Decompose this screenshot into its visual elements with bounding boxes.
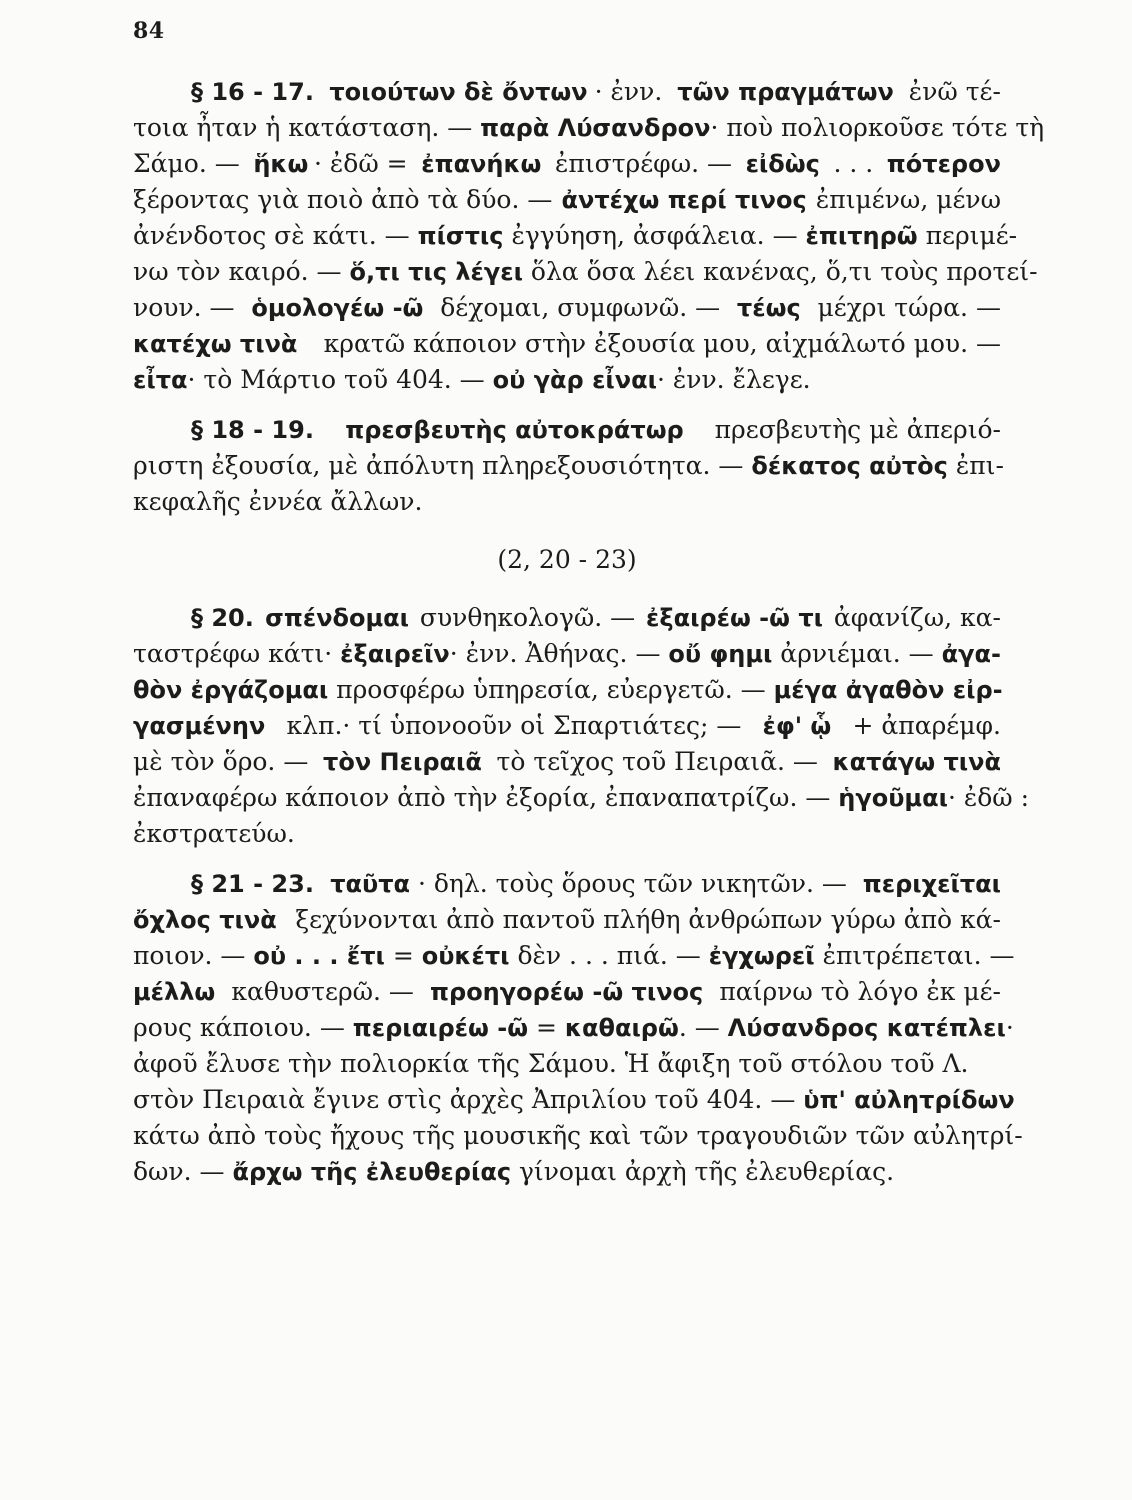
gloss-text: ἐπιτρέπεται. — <box>814 941 1015 970</box>
gloss-text: στὸν Πειραιὰ ἔγινε στὶς ἀρχὲς Ἀπριλίου τοῦ 404. — <box>133 1085 804 1114</box>
text-line <box>191 74 1001 110</box>
gloss-text: κλπ.· τί ὑπονοοῦν οἱ Σπαρτιάτες; — <box>278 711 750 740</box>
lemma-term: σπένδομαι <box>265 604 410 632</box>
lemma-term: ἐφ' ᾧ <box>762 712 832 740</box>
lemma-term: προηγορέω -ῶ τινος <box>430 978 704 1006</box>
gloss-text: ἀφανίζω, κα- <box>825 603 1001 632</box>
text-line <box>133 448 1004 484</box>
gloss-text: δέχομαι, συμφωνῶ. — <box>432 293 729 322</box>
lemma-term: ἀγα- <box>941 640 1001 668</box>
gloss-text: συνθηκολογῶ. — <box>411 603 644 632</box>
lemma-term: εἶτα <box>133 366 188 394</box>
lemma-term: ἐξαιρέω -ῶ τι <box>646 604 824 632</box>
gloss-text: · τὸ Μάρτιο τοῦ 404. — <box>187 365 493 394</box>
gloss-text: Σάμο. — <box>133 149 248 178</box>
text-line <box>133 326 1001 362</box>
gloss-text: νω τὸν καιρό. — <box>133 257 350 286</box>
lemma-term: οὐ γὰρ εἶναι <box>492 366 657 394</box>
gloss-text: καθυστερῶ. — <box>223 977 422 1006</box>
lemma-term: § 20. <box>191 604 263 632</box>
gloss-text: γίνομαι ἀρχὴ τῆς ἐλευθερίας. <box>511 1157 895 1186</box>
text-line <box>133 902 1001 938</box>
gloss-text: · δηλ. τοὺς ὅρους τῶν νικητῶν. — <box>417 869 855 898</box>
text-line <box>133 1118 1023 1154</box>
text-line <box>191 866 1001 902</box>
lemma-term: παρὰ Λύσανδρον <box>480 114 711 142</box>
lemma-term: περιχεῖται <box>862 870 1001 898</box>
text-line <box>133 1010 1014 1046</box>
text-line <box>191 600 1001 636</box>
lemma-term: κατέχω τινὰ <box>133 330 298 358</box>
section-heading: (2, 20 - 23) <box>497 545 637 574</box>
lemma-term: § 16 - 17. <box>191 78 323 106</box>
gloss-text: · ποὺ πολιορκοῦσε τότε τὴ <box>710 113 1045 142</box>
lemma-term: ἡγοῦμαι <box>838 784 948 812</box>
lemma-term: ὑπ' αὐλητρίδων <box>803 1086 1015 1114</box>
lemma-term: μέλλω <box>133 978 216 1006</box>
gloss-text: ἐνῶ τέ- <box>900 77 1001 106</box>
lemma-term: ὅ,τι τις λέγει <box>349 258 523 286</box>
gloss-text: ξεχύνονται ἀπὸ παντοῦ πλήθη ἀνθρώπων γύρω ἀπὸ κά- <box>287 905 1001 934</box>
text-line <box>133 182 1001 218</box>
gloss-text: ἐπιμένω, μένω <box>807 185 1001 214</box>
gloss-text: · ἐνν. <box>594 77 671 106</box>
lemma-term: § 18 - 19. <box>191 416 323 444</box>
gloss-text: ἀρνιέμαι. — <box>772 639 942 668</box>
gloss-text: μὲ τὸν ὅρο. — <box>133 747 317 776</box>
text-line <box>133 938 1015 974</box>
gloss-text: ξέροντας γιὰ ποιὸ ἀπὸ τὰ δύο. — <box>133 185 561 214</box>
gloss-text: ἐπιστρέφω. — <box>547 149 740 178</box>
gloss-text: παίρνω τὸ λόγο ἐκ μέ- <box>711 977 1001 1006</box>
text-line <box>133 254 1038 290</box>
lemma-term: ἐπιτηρῶ <box>805 222 918 250</box>
text-line <box>133 362 811 398</box>
text-line <box>133 974 1001 1010</box>
gloss-text: τὸ τεῖχος τοῦ Πειραιᾶ. — <box>488 747 826 776</box>
gloss-text: · <box>1005 1013 1014 1042</box>
gloss-text: μέχρι τώρα. — <box>809 293 1001 322</box>
gloss-text: . . . <box>825 149 882 178</box>
lemma-term: οὐκέτι <box>421 942 510 970</box>
lemma-term: μέγα ἀγαθὸν εἰρ- <box>773 676 1003 704</box>
lemma-term: τέως <box>736 294 801 322</box>
lemma-term: ἀντέχω περί τινος <box>561 186 807 214</box>
gloss-text: δὲν . . . πιά. — <box>509 941 709 970</box>
gloss-text: ταστρέφω κάτι· <box>133 639 341 668</box>
text-line <box>133 1082 1015 1118</box>
text-line <box>133 708 1001 744</box>
gloss-text: ρους κάποιου. — <box>133 1013 353 1042</box>
lemma-term: πρεσβευτὴς αὐτοκράτωρ <box>345 416 684 444</box>
gloss-text: τοια ἦταν ἡ κατάσταση. — <box>133 113 481 142</box>
gloss-text: ἐκστρατεύω. <box>133 819 295 848</box>
lemma-term: γασμένην <box>133 712 266 740</box>
text-line <box>133 146 1001 182</box>
gloss-text: κάτω ἀπὸ τοὺς ἤχους τῆς μουσικῆς καὶ τῶν τραγουδιῶν τῶν αὐλητρί- <box>133 1121 1023 1150</box>
gloss-text: πρεσβευτὴς μὲ ἀπεριό- <box>706 415 1001 444</box>
text-line <box>133 1154 894 1190</box>
gloss-text: νουν. — <box>133 293 243 322</box>
page-number: 84 <box>133 18 165 44</box>
gloss-text: περιμέ- <box>917 221 1018 250</box>
lemma-term: τῶν πραγμάτων <box>677 78 894 106</box>
gloss-text: ἐπι- <box>947 451 1004 480</box>
lemma-term: ἐξαιρεῖν <box>340 640 450 668</box>
text-line <box>133 780 1030 816</box>
gloss-text: ἀνένδοτος σὲ κάτι. — <box>133 221 418 250</box>
lemma-term: τὸν Πειραιᾶ <box>323 748 482 776</box>
gloss-text: · ἐδῶ = <box>313 149 416 178</box>
gloss-text: · ἐδῶ : <box>947 783 1030 812</box>
gloss-text: ἐπαναφέρω κάποιον ἀπὸ τὴν ἐξορία, ἐπαναπατρίζω. — <box>133 783 839 812</box>
text-line <box>133 816 295 852</box>
gloss-text: ποιον. — <box>133 941 254 970</box>
lemma-term: θὸν ἐργάζομαι <box>133 676 329 704</box>
lemma-term: καθαιρῶ <box>564 1014 679 1042</box>
lemma-term: ἐγχωρεῖ <box>708 942 815 970</box>
text-line <box>133 290 1001 326</box>
gloss-text: προσφέρω ὑπηρεσία, εὐεργετῶ. — <box>328 675 774 704</box>
gloss-text: · ἐνν. Ἀθήνας. — <box>449 639 669 668</box>
text-line <box>133 484 422 520</box>
lemma-term: οὔ φημι <box>668 640 773 668</box>
text-line <box>191 412 1001 448</box>
lemma-term: δέκατος αὐτὸς <box>751 452 948 480</box>
gloss-text: · ἐνν. ἔλεγε. <box>656 365 811 394</box>
lemma-term: οὐ . . . ἔτι <box>253 942 385 970</box>
gloss-text: + ἀπαρέμφ. <box>844 711 1001 740</box>
gloss-text: ἐγγύηση, ἀσφάλεια. — <box>503 221 806 250</box>
lemma-term: τοιούτων δὲ ὄντων <box>329 78 588 106</box>
lemma-term: Λύσανδρος κατέπλει <box>727 1014 1006 1042</box>
gloss-text: δων. — <box>133 1157 233 1186</box>
gloss-text: . — <box>678 1013 728 1042</box>
lemma-term: κατάγω τινὰ <box>832 748 1001 776</box>
lemma-term: εἰδὼς <box>745 150 820 178</box>
gloss-text: = <box>384 941 422 970</box>
lemma-term: πότερον <box>886 150 1001 178</box>
gloss-text: ριστη ἐξουσία, μὲ ἀπόλυτη πληρεξουσιότητα. — <box>133 451 752 480</box>
text-line <box>133 1046 1001 1082</box>
gloss-text: ὅλα ὅσα λέει κανένας, ὅ,τι τοὺς προτεί- <box>522 257 1038 286</box>
gloss-text: κεφαλῆς ἐννέα ἄλλων. <box>133 487 423 516</box>
lemma-term: πίστις <box>417 222 504 250</box>
lemma-term: ἄρχω τῆς ἐλευθερίας <box>232 1158 512 1186</box>
lemma-term: ἐπανήκω <box>421 150 542 178</box>
text-line <box>133 744 1001 780</box>
gloss-text: = <box>528 1013 565 1042</box>
lemma-term: ὁμολογέω -ῶ <box>251 294 424 322</box>
text-line <box>133 110 1045 146</box>
text-line <box>133 636 1001 672</box>
lemma-term: ἥκω <box>253 150 309 178</box>
lemma-term: ταῦτα <box>330 870 411 898</box>
lemma-term: περιαιρέω -ῶ <box>352 1014 529 1042</box>
lemma-term: ὄχλος τινὰ <box>133 906 277 934</box>
text-line <box>133 672 1001 708</box>
gloss-text: ἀφοῦ ἔλυσε τὴν πολιορκία τῆς Σάμου. Ἡ ἄφιξη τοῦ στόλου τοῦ Λ. <box>133 1049 969 1078</box>
lemma-term: § 21 - 23. <box>191 870 323 898</box>
text-line <box>133 218 1018 254</box>
gloss-text: κρατῶ κάποιον στὴν ἐξουσία μου, αἰχμάλωτό μου. — <box>315 329 1001 358</box>
